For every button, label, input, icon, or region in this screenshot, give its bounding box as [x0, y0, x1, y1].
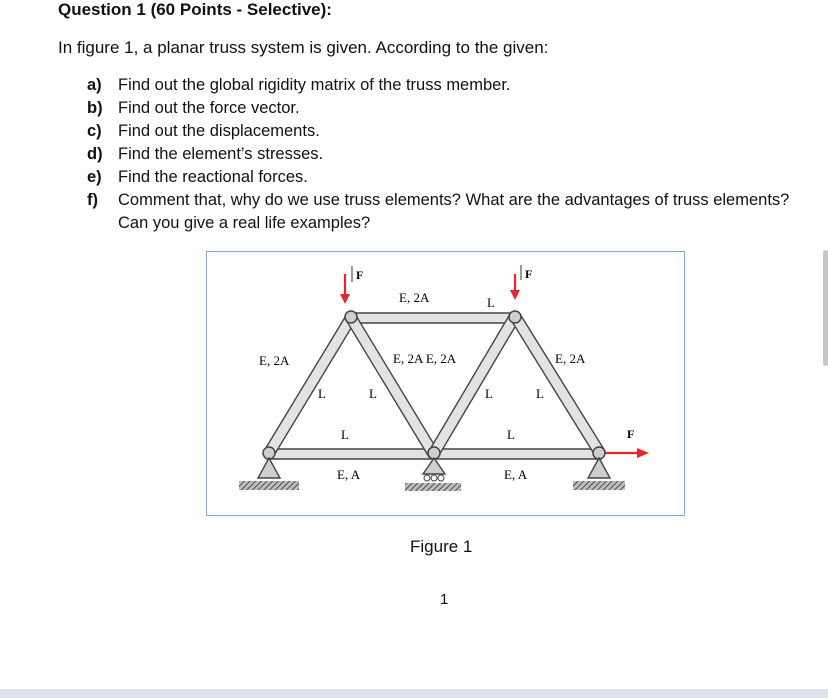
list-item — [87, 74, 798, 97]
force-arrow-top-right — [510, 274, 520, 300]
label-bottom-member: E, A — [337, 467, 361, 482]
bottom-toolbar-edge — [0, 689, 828, 698]
item-label: b) — [87, 99, 103, 117]
label-length: L — [536, 386, 544, 401]
figure-caption: Figure 1 — [410, 537, 473, 556]
member-left-inner — [346, 314, 438, 457]
item-text: Find out the global rigidity matrix of the truss member. — [118, 76, 511, 94]
item-text: Find out the force vector. — [118, 99, 300, 117]
label-length: L — [341, 427, 349, 442]
question-intro: In figure 1, a planar truss system is given. According to the given: — [58, 38, 549, 57]
page-number: 1 — [440, 591, 449, 608]
joint — [509, 311, 521, 323]
label-length: L — [369, 386, 377, 401]
item-text: Find the reactional forces. — [118, 168, 308, 186]
item-label: d) — [87, 145, 103, 163]
scrollbar-thumb[interactable] — [823, 250, 828, 366]
truss-members — [264, 313, 605, 459]
list-item — [87, 97, 798, 120]
label-force: F — [525, 267, 533, 281]
label-center-diagonals: E, 2A E, 2A — [393, 351, 457, 366]
pin-support-right — [573, 458, 625, 490]
label-right-diagonal: E, 2A — [555, 351, 586, 366]
member-top — [351, 313, 515, 323]
force-arrow-top-left — [340, 274, 350, 304]
item-text: Find out the displacements. — [118, 122, 320, 140]
question-title: Question 1 (60 Points - Selective): — [58, 0, 332, 19]
truss-diagram — [207, 252, 683, 514]
list-item — [87, 189, 798, 235]
truss-figure — [206, 251, 685, 516]
item-label: c) — [87, 122, 102, 140]
joint — [345, 311, 357, 323]
member-bottom-left — [267, 449, 434, 459]
member-bottom-right — [434, 449, 601, 459]
list-item — [87, 120, 798, 143]
label-bottom-member: E, A — [504, 467, 528, 482]
label-force: F — [627, 427, 635, 441]
item-text: Comment that, why do we use truss elements? What are the advantages of truss elements? Can you give a real life examples? — [118, 191, 790, 232]
item-label: f) — [87, 191, 98, 209]
pin-support-left — [239, 458, 299, 490]
roller-support-center — [405, 458, 461, 491]
force-arrow-right — [605, 448, 649, 458]
label-force: F — [356, 268, 364, 282]
label-top-member: E, 2A — [399, 290, 430, 305]
item-label: a) — [87, 76, 102, 94]
item-text: Find the element’s stresses. — [118, 145, 324, 163]
member-right-inner — [429, 314, 519, 457]
item-label: e) — [87, 168, 102, 186]
label-length: L — [318, 386, 326, 401]
label-length: L — [485, 386, 493, 401]
list-item — [87, 143, 798, 166]
label-left-diagonal: E, 2A — [259, 353, 290, 368]
list-item — [87, 166, 798, 189]
member-right-outer — [511, 314, 605, 457]
label-length: L — [507, 427, 515, 442]
label-length: L — [487, 295, 495, 310]
